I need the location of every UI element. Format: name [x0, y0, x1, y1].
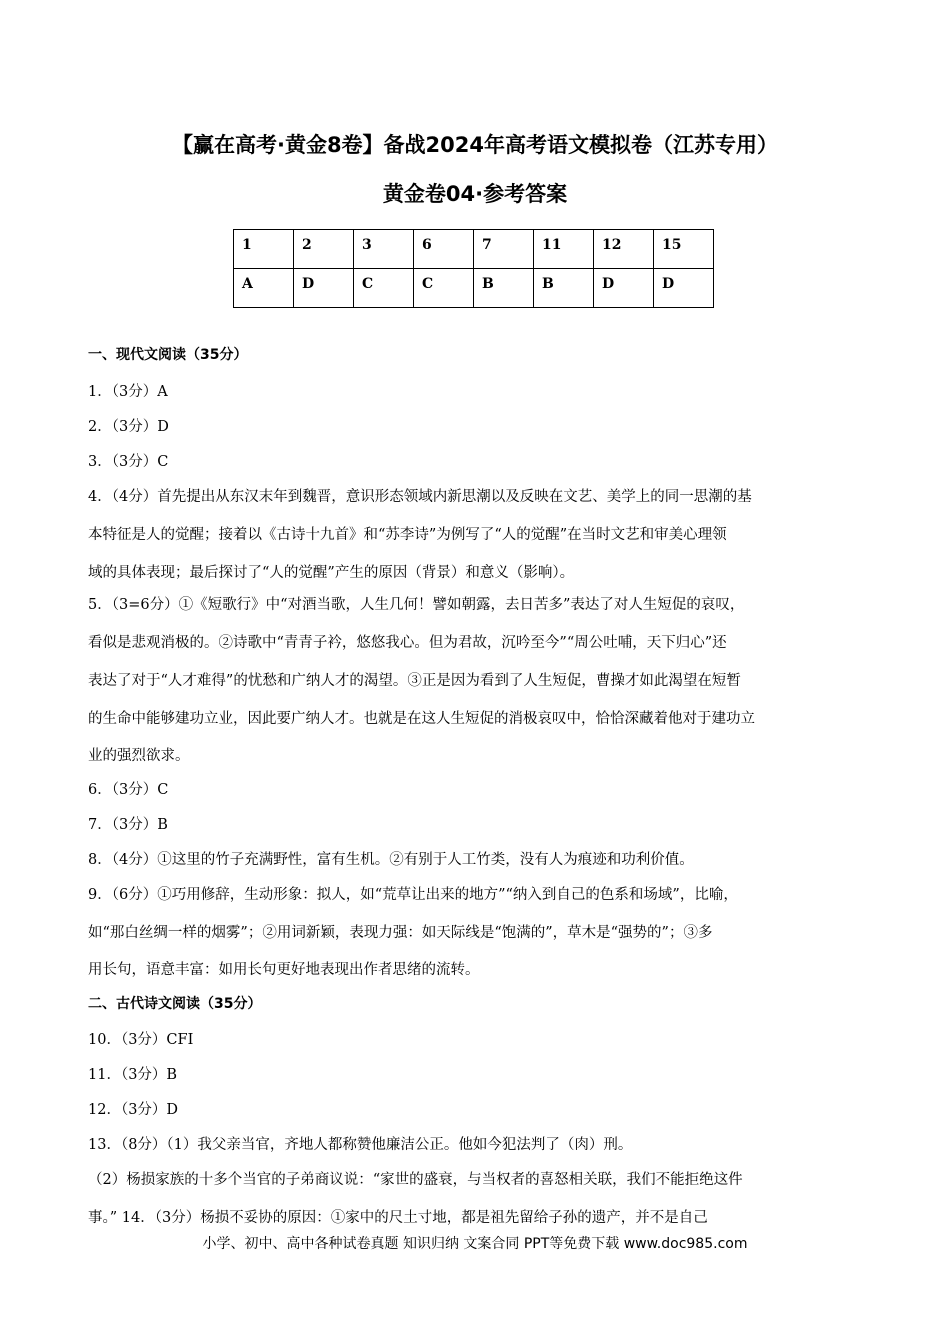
section-heading: 一、现代文阅读（35分） [88, 347, 248, 363]
document-title: 【赢在高考·黄金8卷】备战2024年高考语文模拟卷（江苏专用） [171, 133, 779, 157]
question-number-cell: 1 [234, 230, 294, 269]
answer-table-question-row [234, 230, 714, 269]
answer-line: 看似是悲观消极的。②诗歌中“青青子衿，悠悠我心。但为君故，沉吟至今”“周公吐哺，天下归心”还 [88, 635, 727, 651]
answer-cell: B [534, 269, 594, 308]
answer-line: 4．（4分）首先提出从东汉末年到魏晋，意识形态领域内新思潮以及反映在文艺、美学上的同一思潮的基 [88, 489, 752, 505]
question-number-cell: 3 [354, 230, 414, 269]
answer-cell: B [474, 269, 534, 308]
answer-line: 6．（3分）C [88, 782, 169, 798]
answer-line: 表达了对于“人才难得”的忧愁和广纳人才的渴望。③正是因为看到了人生短促，曹操才如此渴望在短暂 [88, 673, 741, 689]
answer-line: 如“那白丝绸一样的烟雾”；②用词新颖，表现力强：如天际线是“饱满的”，草木是“强势的”；③多 [88, 925, 713, 941]
answer-line: 8．（4分）①这里的竹子充满野性，富有生机。②有别于人工竹类，没有人为痕迹和功利价值。 [88, 852, 694, 868]
answer-table [233, 229, 714, 308]
question-number-cell: 2 [294, 230, 354, 269]
document-subtitle: 黄金卷04·参考答案 [382, 182, 568, 206]
answer-line: 7．（3分）B [88, 817, 168, 833]
question-number-cell: 6 [414, 230, 474, 269]
answer-line: （2）杨损家族的十多个当官的子弟商议说：“家世的盛衰，与当权者的喜怒相关联，我们不能拒绝这件 [88, 1172, 743, 1188]
answer-cell: D [594, 269, 654, 308]
section-heading: 二、古代诗文阅读（35分） [88, 996, 262, 1012]
answer-cell: D [294, 269, 354, 308]
answer-table-answer-row [234, 269, 714, 308]
answer-line: 域的具体表现；最后探讨了“人的觉醒”产生的原因（背景）和意义（影响）。 [88, 565, 575, 581]
answer-cell: A [234, 269, 294, 308]
answer-line: 1．（3分）A [88, 384, 168, 400]
question-number-cell: 12 [594, 230, 654, 269]
answer-cell: D [654, 269, 714, 308]
answer-line: 12．（3分）D [88, 1102, 179, 1118]
answer-line: 本特征是人的觉醒；接着以《古诗十九首》和“苏李诗”为例写了“人的觉醒”在当时文艺和审美心理领 [88, 527, 727, 543]
answer-line: 用长句，语意丰富：如用长句更好地表现出作者思绪的流转。 [88, 962, 480, 978]
answer-line: 3．（3分）C [88, 454, 169, 470]
answer-line: 事。” 14．（3分）杨损不妥协的原因：①家中的尺土寸地，都是祖先留给子孙的遗产，并不是自己 [88, 1210, 708, 1226]
answer-line: 的生命中能够建功立业，因此要广纳人才。也就是在这人生短促的消极哀叹中，恰恰深藏着他对于建功立 [88, 711, 755, 727]
question-number-cell: 7 [474, 230, 534, 269]
answer-line: 10．（3分）CFI [88, 1032, 194, 1048]
question-number-cell: 11 [534, 230, 594, 269]
answer-line: 业的强烈欲求。 [88, 748, 190, 764]
page-footer: 小学、初中、高中各种试卷真题 知识归纳 文案合同 PPT等免费下载 www.doc985.com [202, 1236, 748, 1252]
answer-line: 9．（6分）①巧用修辞，生动形象：拟人，如“荒草让出来的地方”“纳入到自己的色系和场域”，比喻， [88, 887, 738, 903]
answer-cell: C [354, 269, 414, 308]
answer-cell: C [414, 269, 474, 308]
answer-line: 13．（8分）（1）我父亲当官，齐地人都称赞他廉洁公正。他如今犯法判了（肉）刑。 [88, 1137, 633, 1153]
answer-line: 2．（3分）D [88, 419, 169, 435]
question-number-cell: 15 [654, 230, 714, 269]
answer-line: 5．（3=6分）①《短歌行》中“对酒当歌，人生几何！譬如朝露，去日苦多”表达了对人生短促的哀叹， [88, 597, 745, 613]
answer-line: 11．（3分）B [88, 1067, 178, 1083]
